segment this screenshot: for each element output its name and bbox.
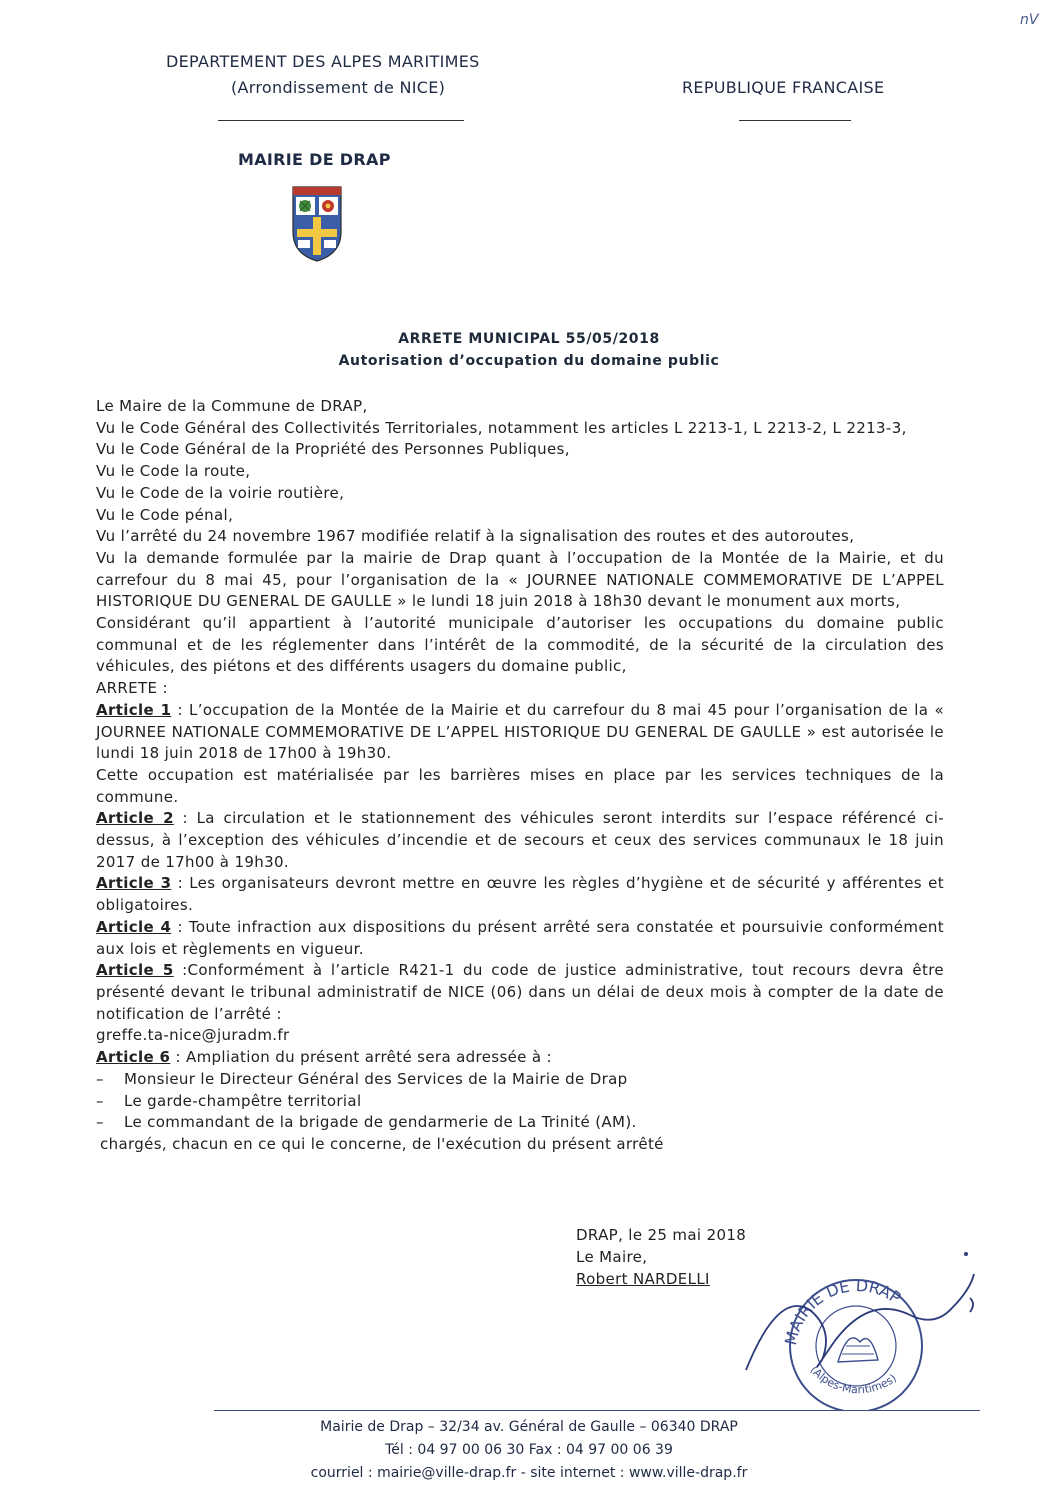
recipient-garde: Le garde-champêtre territorial — [124, 1091, 362, 1110]
vu-cgct: Vu le Code Général des Collectivités Territoriales, notamment les articles L 2213-1, L 2213-2, L 2213-3, — [96, 418, 907, 437]
dash-bullet: – — [96, 1069, 104, 1088]
republique-heading: REPUBLIQUE FRANCAISE — [682, 78, 885, 97]
coat-of-arms-logo — [284, 184, 350, 264]
article-1-text: : L’occupation de la Montée de la Mairie et du carrefour du 8 mai 45 pour l’organisation de la « JOURNEE NATIONALE COMMEMORATIVE DE L’APPEL HISTORIQUE DU GENERAL DE GAULLE » est autorisée le lundi 18 juin 2018 de 17h00 à 19h30. — [96, 700, 944, 763]
article-5-text: :Conformément à l’article R421-1 du code de justice administrative, tout recours devra être présenté devant le tribunal administratif de NICE (06) dans un délai de deux mois à compter de la date de notification de l’arrêté : — [96, 961, 944, 1023]
list-item — [96, 1112, 944, 1134]
article-2-text: : La circulation et le stationnement des véhicules seront interdits sur l’espace référencé ci-dessus, à l’exception des véhicules d’incendie et de secours et ceux des services communaux le 18 juin 2017 de 17h00 à 19h30. — [96, 809, 944, 871]
considerant: Considérant qu’il appartient à l’autorité municipale d’autoriser les occupations du domaine public communal et de les réglementer dans l’intérêt de la commodité, de la sécurité de la circulation des véhicules, des piétons et des différents usagers du domaine public, — [96, 614, 944, 676]
svg-text:(Alpes-Maritimes) — [808, 1363, 899, 1396]
arrete-body — [96, 396, 944, 1156]
recipient-dgs: Monsieur le Directeur Général des Services de la Mairie de Drap — [124, 1069, 628, 1088]
vu-cgppp: Vu le Code Général de la Propriété des Personnes Publiques, — [96, 440, 570, 459]
stamp-text-top: MAIRIE DE DRAP — [781, 1275, 905, 1347]
signatory-name: Robert NARDELLI — [576, 1270, 710, 1288]
list-item — [96, 1091, 944, 1113]
recipient-gendarmerie: Le commandant de la brigade de gendarmerie de La Trinité (AM). — [124, 1113, 637, 1132]
handwritten-initials: nV — [1020, 12, 1039, 28]
official-stamp — [738, 1250, 998, 1410]
footer-rule — [214, 1410, 980, 1411]
arrondissement-heading: (Arrondissement de NICE) — [231, 78, 446, 97]
article-1-label: Article 1 — [96, 700, 172, 719]
greffe-email: greffe.ta-nice@juradm.fr — [96, 1026, 290, 1045]
article-5-label: Article 5 — [96, 961, 174, 980]
vu-demande: Vu la demande formulée par la mairie de Drap quant à l’occupation de la Montée de la Mairie, et du carrefour du 8 mai 45, pour l’organisation de la « JOURNEE NATIONALE COMMEMORATIVE DE L’APPEL HISTORIQUE DU GENERAL DE GAULLE » le lundi 18 juin 2018 à 18h30 devant le monument aux morts, — [96, 548, 944, 611]
footer-address: Mairie de Drap – 32/34 av. Général de Gaulle – 06340 DRAP — [320, 1419, 738, 1435]
arrete-keyword: ARRETE : — [96, 679, 168, 698]
departement-heading: DEPARTEMENT DES ALPES MARITIMES — [166, 52, 480, 71]
mairie-heading: MAIRIE DE DRAP — [238, 150, 391, 169]
article-3-text: : Les organisateurs devront mettre en œuvre les règles d’hygiène et de sécurité y afférentes et obligatoires. — [96, 874, 944, 915]
place-date: DRAP, le 25 mai 2018 — [576, 1226, 747, 1244]
article-4-text: : Toute infraction aux dispositions du présent arrêté sera constatée et poursuivie conformément aux lois et règlements en vigueur. — [96, 917, 944, 958]
vu-arrete-1967: Vu l’arrêté du 24 novembre 1967 modifiée relatif à la signalisation des routes et des autoroutes, — [96, 527, 855, 546]
maire-line: Le Maire de la Commune de DRAP, — [96, 397, 368, 415]
stamp-text-bottom: (Alpes-Maritimes) — [807, 1363, 899, 1397]
article-3 — [96, 873, 944, 916]
header-left-rule — [218, 120, 464, 121]
article-1-extra: Cette occupation est matérialisée par les barrières mises en place par les services techniques de la commune. — [96, 765, 944, 806]
svg-text:MAIRIE DE DRAP — [781, 1276, 905, 1347]
article-4-label: Article 4 — [96, 917, 172, 936]
footer-phone: Tél : 04 97 00 06 30 Fax : 04 97 00 06 39 — [385, 1442, 673, 1458]
vu-code-voirie: Vu le Code de la voirie routière, — [96, 483, 345, 502]
arrete-subtitle: Autorisation d’occupation du domaine public — [338, 353, 720, 369]
article-2-label: Article 2 — [96, 809, 174, 828]
dash-bullet: – — [96, 1091, 104, 1110]
article-4 — [96, 917, 944, 960]
dash-bullet: – — [96, 1113, 104, 1132]
article-6-label: Article 6 — [96, 1048, 171, 1067]
article-6-text: : Ampliation du présent arrêté sera adressée à : — [170, 1048, 552, 1067]
article-2 — [96, 808, 944, 873]
vu-code-route: Vu le Code la route, — [96, 462, 251, 481]
header-right-rule — [739, 120, 851, 121]
article-3-label: Article 3 — [96, 874, 172, 893]
closing-line: chargés, chacun en ce qui le concerne, de l'exécution du présent arrêté — [100, 1134, 664, 1153]
article-1 — [96, 700, 944, 765]
article-6 — [96, 1047, 944, 1069]
vu-code-penal: Vu le Code pénal, — [96, 505, 234, 524]
footer-contact: courriel : mairie@ville-drap.fr - site internet : www.ville-drap.fr — [310, 1465, 748, 1481]
arrete-title: ARRETE MUNICIPAL 55/05/2018 — [398, 331, 660, 347]
signatory-role: Le Maire, — [576, 1248, 648, 1266]
list-item — [96, 1069, 944, 1091]
article-5 — [96, 960, 944, 1025]
signature-block — [576, 1224, 746, 1290]
